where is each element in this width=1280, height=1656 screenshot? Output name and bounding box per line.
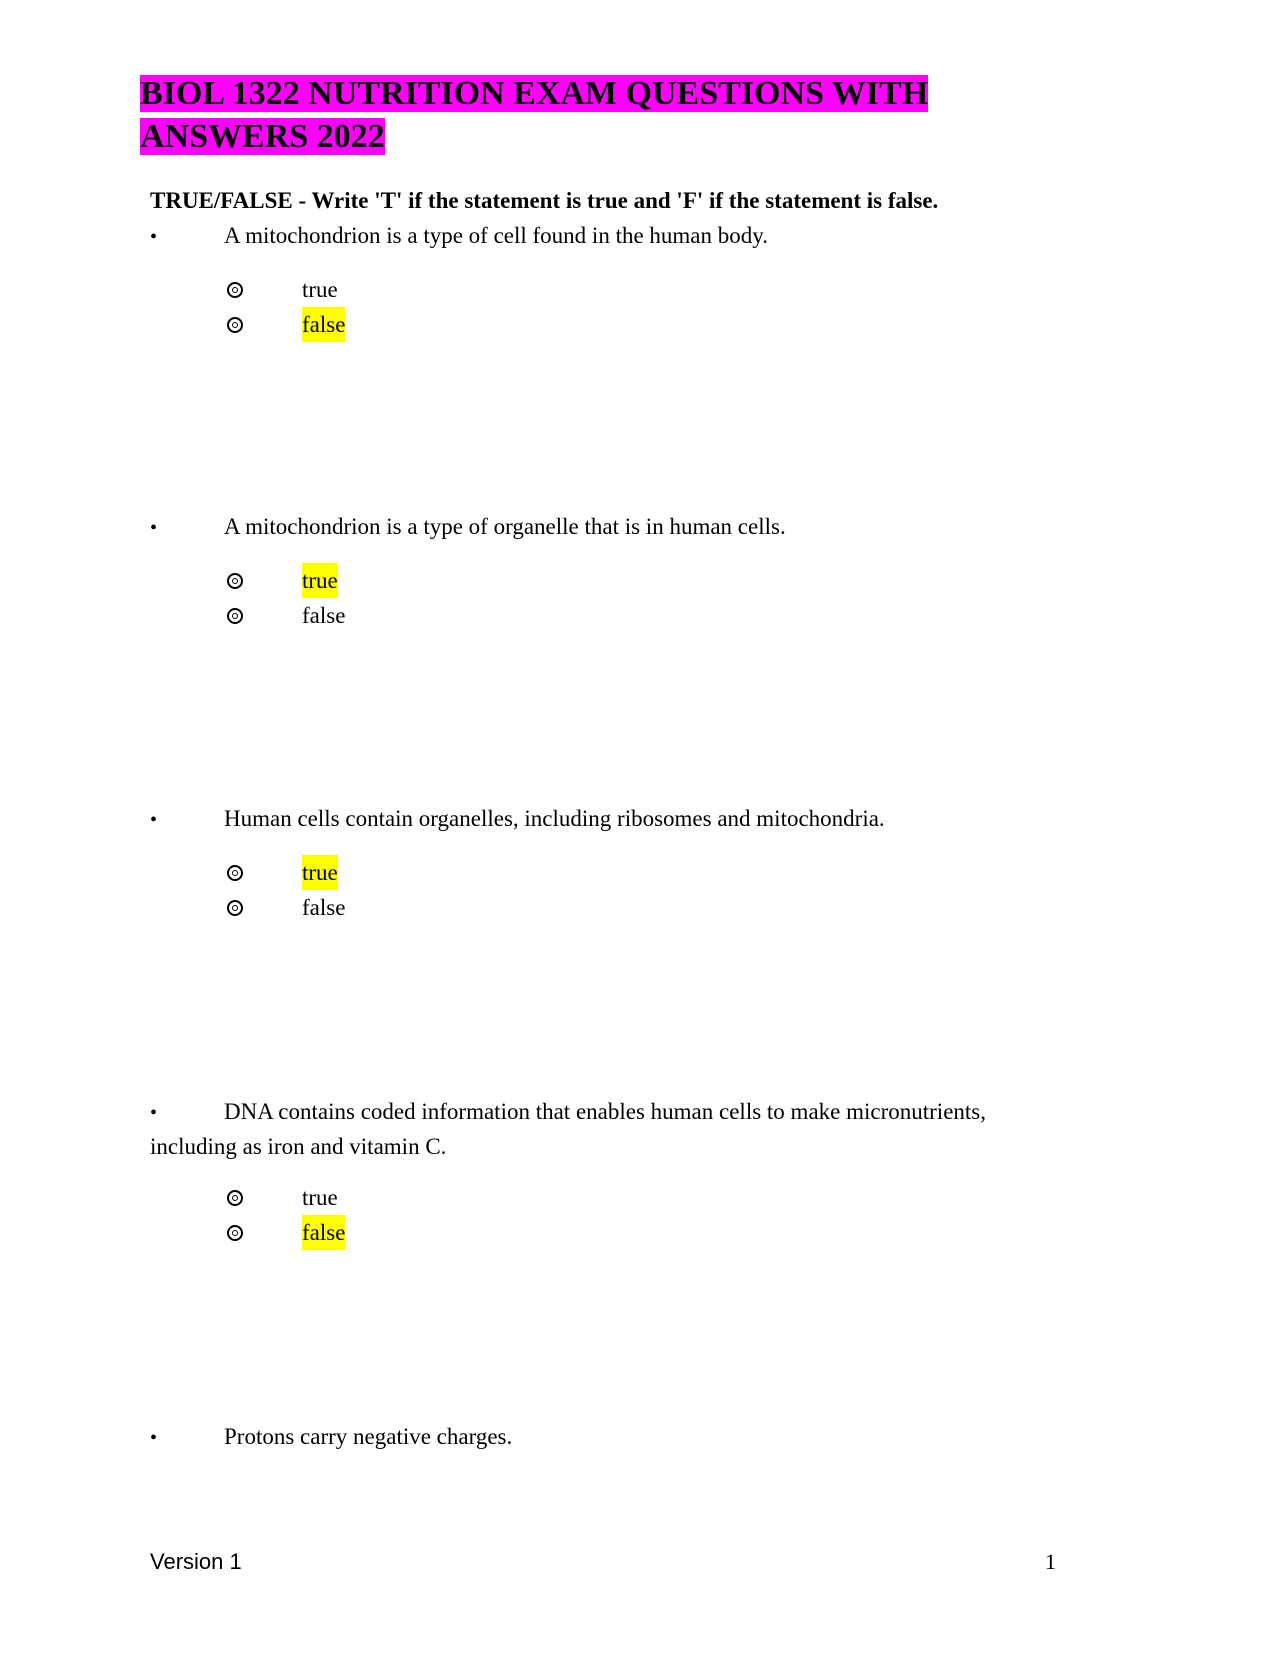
bullet-icon: •	[150, 517, 158, 539]
option-false[interactable]	[227, 890, 527, 925]
option-label-highlighted: false	[302, 307, 345, 342]
instructions: TRUE/FALSE - Write 'T' if the statement is true and 'F' if the statement is false.	[150, 188, 939, 213]
option-true[interactable]	[227, 1180, 527, 1215]
page-title	[140, 72, 1040, 158]
option-label: false	[302, 603, 346, 628]
option-true[interactable]	[227, 855, 527, 890]
question-text: A mitochondrion is a type of organelle that is in human cells.	[224, 514, 786, 539]
option-true[interactable]	[227, 272, 527, 307]
question-text: Human cells contain organelles, including ribosomes and mitochondria.	[224, 806, 885, 831]
option-label-highlighted: true	[302, 855, 338, 890]
radio-target-icon[interactable]	[227, 1190, 243, 1206]
question-5	[150, 1420, 1070, 1455]
radio-target-icon[interactable]	[227, 317, 243, 333]
footer-version: Version 1	[150, 1549, 242, 1574]
option-label: true	[302, 1185, 338, 1210]
question-4	[150, 1095, 1070, 1163]
option-label: false	[302, 895, 346, 920]
radio-target-icon[interactable]	[227, 608, 243, 624]
bullet-icon: •	[150, 226, 158, 248]
question-3	[150, 802, 1070, 837]
answer-options-2	[227, 563, 527, 633]
radio-target-icon[interactable]	[227, 282, 243, 298]
option-label-highlighted: false	[302, 1215, 345, 1250]
page-title-text: BIOL 1322 NUTRITION EXAM QUESTIONS WITH ANSWERS 2022	[140, 75, 929, 155]
answer-options-4	[227, 1180, 527, 1250]
option-true[interactable]	[227, 563, 527, 598]
radio-target-icon[interactable]	[227, 865, 243, 881]
question-text: Protons carry negative charges.	[224, 1424, 513, 1449]
radio-target-icon[interactable]	[227, 1225, 243, 1241]
radio-target-icon[interactable]	[227, 900, 243, 916]
question-text: DNA contains coded information that enables human cells to make micronutrients, including as iron and vitamin C.	[150, 1099, 986, 1159]
page-number: 1	[1045, 1549, 1056, 1574]
question-text: A mitochondrion is a type of cell found in the human body.	[224, 223, 769, 248]
bullet-icon: •	[150, 809, 158, 831]
option-false[interactable]	[227, 1215, 527, 1250]
question-1	[150, 219, 1070, 254]
question-2	[150, 510, 1070, 545]
bullet-icon: •	[150, 1102, 158, 1124]
answer-options-3	[227, 855, 527, 925]
option-false[interactable]	[227, 598, 527, 633]
option-false[interactable]	[227, 307, 527, 342]
option-label: true	[302, 277, 338, 302]
bullet-icon: •	[150, 1427, 158, 1449]
answer-options-1	[227, 272, 527, 342]
radio-target-icon[interactable]	[227, 573, 243, 589]
option-label-highlighted: true	[302, 563, 338, 598]
